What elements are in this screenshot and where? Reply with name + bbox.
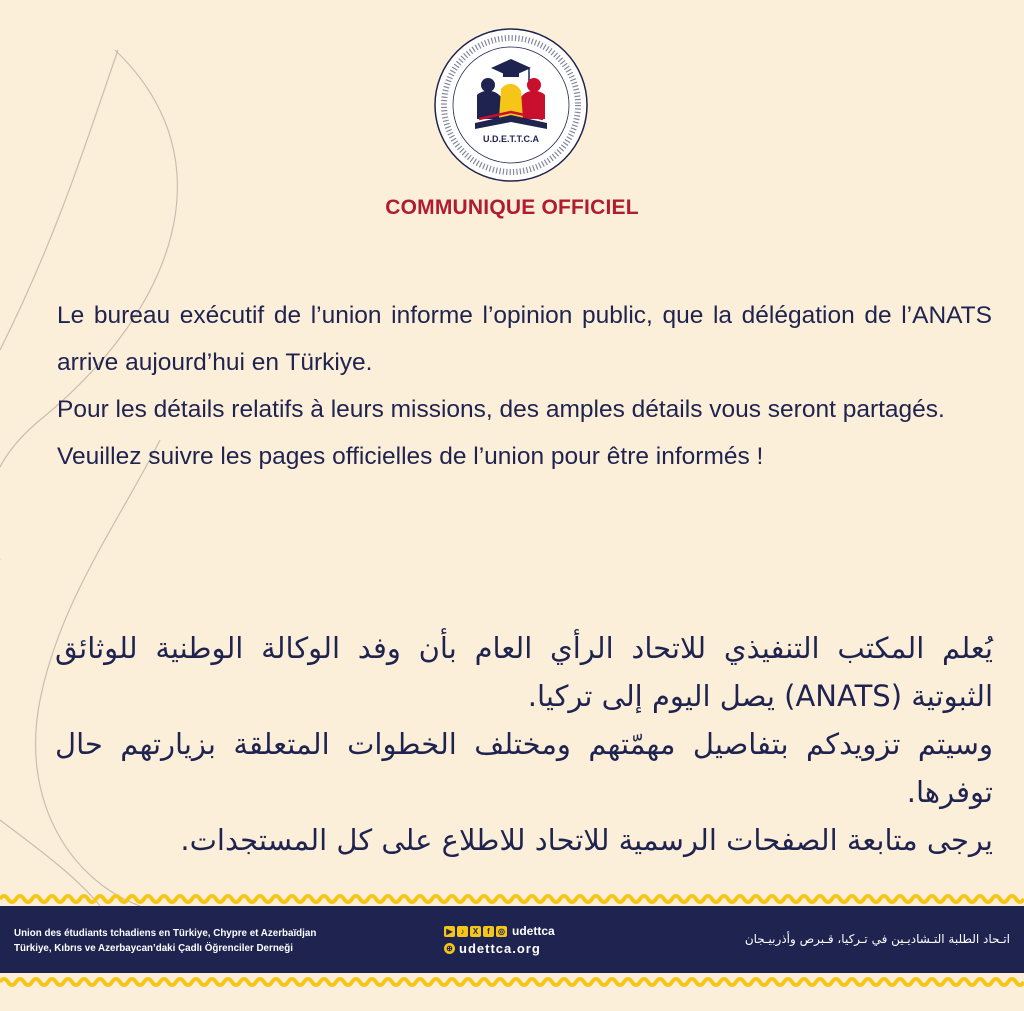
french-paragraph: Pour les détails relatifs à leurs missions, des amples détails vous seront partagés.: [57, 396, 945, 423]
yellow-wave-bottom: [0, 975, 1024, 989]
arabic-paragraph: يرجى متابعة الصفحات الرسمية للاتحاد للاطلاع على كل المستجدات.: [180, 823, 993, 857]
french-announcement: [57, 292, 992, 480]
youtube-icon[interactable]: ▶: [444, 926, 455, 937]
page-title: COMMUNIQUE OFFICIEL: [385, 196, 639, 219]
arabic-announcement: [55, 624, 993, 864]
footer-name-french: Union des étudiants tchadiens en Türkiye, Chypre et Azerbaïdjan: [14, 928, 317, 939]
instagram-icon[interactable]: ◎: [496, 926, 507, 937]
footer: [0, 906, 1024, 973]
footer-union-names: [14, 926, 316, 956]
tiktok-icon[interactable]: ♪: [457, 926, 468, 937]
french-paragraph: Veuillez suivre les pages officielles de l’union pour être informés !: [57, 443, 764, 470]
union-logo: [433, 27, 589, 183]
social-handle[interactable]: udettca: [512, 924, 555, 938]
yellow-wave-top: [0, 892, 1024, 906]
arabic-paragraph: يُعلم المكتب التنفيذي للاتحاد الرأي العام بأن وفد الوكالة الوطنية للوثائق الثبوتية (ANATS) يصل اليوم إلى تركيا.: [55, 631, 993, 713]
footer-name-turkish: Türkiye, Kıbrıs ve Azerbaycan’daki Çadlı Öğrenciler Derneği: [14, 943, 293, 954]
facebook-icon[interactable]: f: [483, 926, 494, 937]
x-icon[interactable]: X: [470, 926, 481, 937]
french-paragraph: Le bureau exécutif de l’union informe l’opinion public, que la délégation de l’ANATS arrive aujourd’hui en Türkiye.: [57, 302, 992, 376]
arabic-paragraph: وسيتم تزويدكم بتفاصيل مهمّتهم ومختلف الخطوات المتعلقة بزيارتهم حال توفرها.: [55, 727, 993, 809]
footer-social: [444, 923, 555, 956]
footer-name-arabic: اتـحاد الطلبة التـشاديـين في تـركيا، قـبرص وأذربيـجان: [744, 932, 1010, 946]
globe-icon: ⊕: [444, 943, 455, 954]
website-link[interactable]: udettca.org: [459, 940, 541, 956]
logo-acronym: U.D.E.T.T.C.A: [482, 134, 540, 144]
